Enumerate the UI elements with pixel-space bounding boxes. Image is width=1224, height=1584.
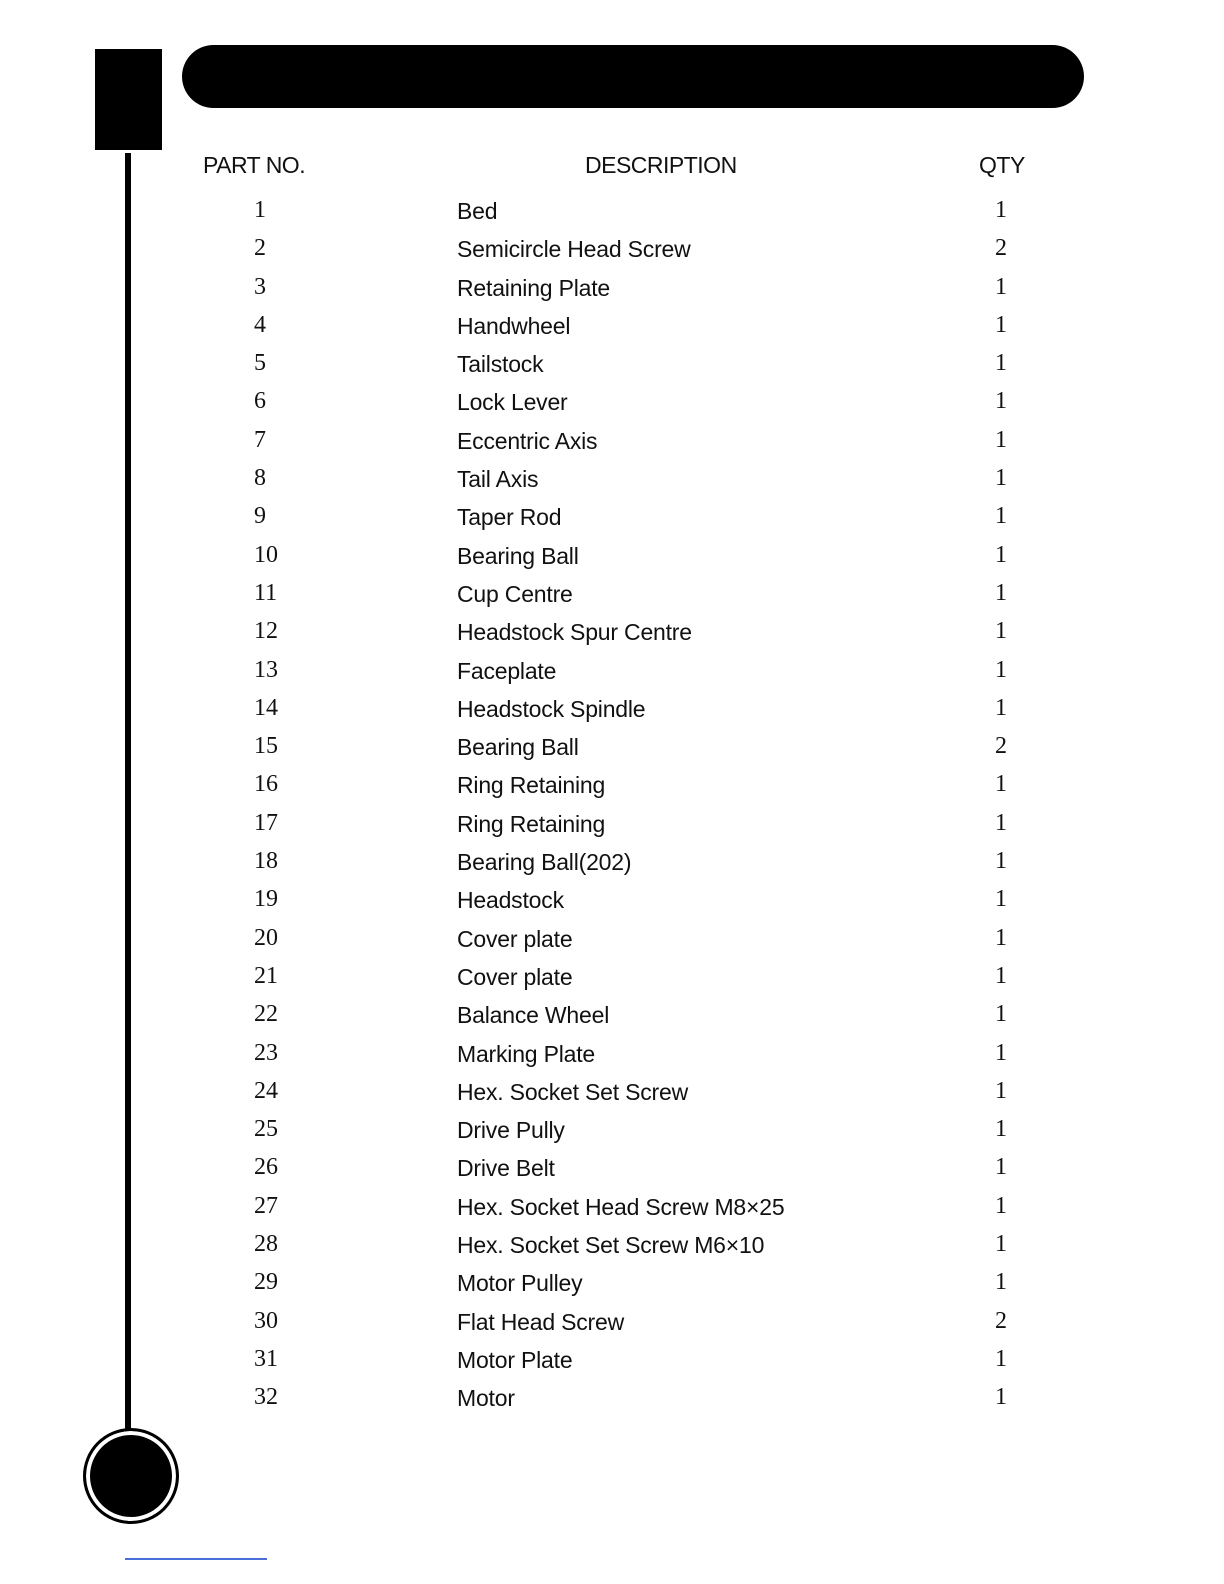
table-row bbox=[0, 193, 1224, 231]
table-row bbox=[0, 499, 1224, 537]
table-row bbox=[0, 576, 1224, 614]
part-number-cell: 29 bbox=[254, 1269, 278, 1296]
table-row bbox=[0, 1112, 1224, 1150]
description-cell: Bearing Ball bbox=[457, 542, 579, 569]
table-row bbox=[0, 270, 1224, 308]
table-row bbox=[0, 653, 1224, 691]
quantity-cell: 1 bbox=[995, 656, 1007, 683]
part-number-cell: 24 bbox=[254, 1077, 278, 1104]
table-row bbox=[0, 806, 1224, 844]
table-row bbox=[0, 921, 1224, 959]
table-row bbox=[0, 461, 1224, 499]
part-number-cell: 6 bbox=[254, 388, 266, 415]
table-row bbox=[0, 691, 1224, 729]
part-number-cell: 3 bbox=[254, 273, 266, 300]
quantity-cell: 1 bbox=[995, 1192, 1007, 1219]
description-cell: Retaining Plate bbox=[457, 274, 610, 301]
header-part-no: PART NO. bbox=[203, 152, 306, 178]
quantity-cell: 1 bbox=[995, 1154, 1007, 1181]
part-number-cell: 20 bbox=[254, 924, 278, 951]
quantity-cell: 1 bbox=[995, 503, 1007, 530]
table-row bbox=[0, 538, 1224, 576]
part-number-cell: 32 bbox=[254, 1384, 278, 1411]
part-number-cell: 21 bbox=[254, 962, 278, 989]
page-number-circle bbox=[83, 1428, 179, 1524]
description-cell: Cup Centre bbox=[457, 580, 573, 607]
description-cell: Tailstock bbox=[457, 351, 544, 378]
part-number-cell: 2 bbox=[254, 235, 266, 262]
description-cell: Handwheel bbox=[457, 312, 571, 339]
table-row bbox=[0, 1265, 1224, 1303]
quantity-cell: 1 bbox=[995, 350, 1007, 377]
description-cell: Tail Axis bbox=[457, 466, 539, 493]
table-row bbox=[0, 1074, 1224, 1112]
part-number-cell: 23 bbox=[254, 1039, 278, 1066]
footer-rule bbox=[125, 1558, 267, 1560]
description-cell: Ring Retaining bbox=[457, 810, 606, 837]
part-number-cell: 30 bbox=[254, 1307, 278, 1334]
description-cell: Cover plate bbox=[457, 925, 573, 952]
corner-tab-block bbox=[95, 49, 162, 150]
part-number-cell: 10 bbox=[254, 541, 278, 568]
table-row bbox=[0, 844, 1224, 882]
description-cell: Balance Wheel bbox=[457, 1002, 610, 1029]
quantity-cell: 1 bbox=[995, 273, 1007, 300]
table-row bbox=[0, 346, 1224, 384]
table-row bbox=[0, 767, 1224, 805]
description-cell: Drive Belt bbox=[457, 1155, 555, 1182]
part-number-cell: 7 bbox=[254, 426, 266, 453]
quantity-cell: 1 bbox=[995, 579, 1007, 606]
part-number-cell: 8 bbox=[254, 465, 266, 492]
part-number-cell: 15 bbox=[254, 733, 278, 760]
part-number-cell: 27 bbox=[254, 1192, 278, 1219]
quantity-cell: 1 bbox=[995, 541, 1007, 568]
part-number-cell: 4 bbox=[254, 311, 266, 338]
description-cell: Semicircle Head Screw bbox=[457, 236, 691, 263]
description-cell: Flat Head Screw bbox=[457, 1308, 625, 1335]
table-row bbox=[0, 384, 1224, 422]
title-bar bbox=[182, 45, 1084, 108]
table-row bbox=[0, 231, 1224, 269]
description-cell: Headstock bbox=[457, 887, 564, 914]
part-number-cell: 1 bbox=[254, 197, 266, 223]
description-cell: Bed bbox=[457, 198, 498, 224]
description-cell: Hex. Socket Head Screw M8×25 bbox=[457, 1193, 785, 1220]
quantity-cell: 1 bbox=[995, 1001, 1007, 1028]
description-cell: Taper Rod bbox=[457, 504, 562, 531]
header-qty: QTY bbox=[979, 152, 1025, 178]
description-cell: Ring Retaining bbox=[457, 772, 606, 799]
quantity-cell: 1 bbox=[995, 197, 1007, 223]
quantity-cell: 1 bbox=[995, 886, 1007, 913]
part-number-cell: 22 bbox=[254, 1001, 278, 1028]
description-cell: Lock Lever bbox=[457, 389, 568, 416]
quantity-cell: 1 bbox=[995, 771, 1007, 798]
description-cell: Drive Pully bbox=[457, 1117, 565, 1144]
description-cell: Hex. Socket Set Screw M6×10 bbox=[457, 1232, 765, 1259]
quantity-cell: 1 bbox=[995, 1269, 1007, 1296]
table-header bbox=[0, 152, 1224, 182]
quantity-cell: 2 bbox=[995, 1307, 1007, 1334]
quantity-cell: 1 bbox=[995, 465, 1007, 492]
description-cell: Headstock Spindle bbox=[457, 695, 646, 722]
quantity-cell: 1 bbox=[995, 1345, 1007, 1372]
quantity-cell: 1 bbox=[995, 924, 1007, 951]
header-description: DESCRIPTION bbox=[585, 152, 737, 178]
quantity-cell: 1 bbox=[995, 1231, 1007, 1258]
quantity-cell: 1 bbox=[995, 1077, 1007, 1104]
table-row bbox=[0, 1150, 1224, 1188]
description-cell: Bearing Ball(202) bbox=[457, 849, 632, 876]
description-cell: Faceplate bbox=[457, 657, 557, 684]
quantity-cell: 1 bbox=[995, 1116, 1007, 1143]
table-row bbox=[0, 729, 1224, 767]
part-number-cell: 31 bbox=[254, 1345, 278, 1372]
part-number-cell: 17 bbox=[254, 809, 278, 836]
part-number-cell: 12 bbox=[254, 618, 278, 645]
description-cell: Hex. Socket Set Screw bbox=[457, 1078, 688, 1105]
quantity-cell: 1 bbox=[995, 388, 1007, 415]
description-cell: Marking Plate bbox=[457, 1040, 596, 1067]
table-body bbox=[0, 193, 1224, 1419]
description-cell: Cover plate bbox=[457, 963, 573, 990]
quantity-cell: 1 bbox=[995, 311, 1007, 338]
table-row bbox=[0, 423, 1224, 461]
quantity-cell: 1 bbox=[995, 694, 1007, 721]
part-number-cell: 9 bbox=[254, 503, 266, 530]
part-number-cell: 25 bbox=[254, 1116, 278, 1143]
quantity-cell: 1 bbox=[995, 618, 1007, 645]
quantity-cell: 2 bbox=[995, 733, 1007, 760]
description-cell: Motor bbox=[457, 1385, 515, 1412]
part-number-cell: 19 bbox=[254, 886, 278, 913]
part-number-cell: 13 bbox=[254, 656, 278, 683]
quantity-cell: 1 bbox=[995, 426, 1007, 453]
description-cell: Eccentric Axis bbox=[457, 427, 598, 454]
part-number-cell: 28 bbox=[254, 1231, 278, 1258]
table-row bbox=[0, 997, 1224, 1035]
part-number-cell: 5 bbox=[254, 350, 266, 377]
part-number-cell: 14 bbox=[254, 694, 278, 721]
quantity-cell: 1 bbox=[995, 848, 1007, 875]
description-cell: Headstock Spur Centre bbox=[457, 619, 692, 646]
table-row bbox=[0, 308, 1224, 346]
part-number-cell: 11 bbox=[254, 579, 278, 606]
table-row bbox=[0, 1227, 1224, 1265]
part-number-cell: 16 bbox=[254, 771, 278, 798]
description-cell: Motor Plate bbox=[457, 1346, 573, 1373]
table-row bbox=[0, 1342, 1224, 1380]
quantity-cell: 1 bbox=[995, 1384, 1007, 1411]
table-row bbox=[0, 1380, 1224, 1418]
table-row bbox=[0, 1304, 1224, 1342]
table-row bbox=[0, 959, 1224, 997]
table-row bbox=[0, 1189, 1224, 1227]
table-row bbox=[0, 882, 1224, 920]
part-number-cell: 26 bbox=[254, 1154, 278, 1181]
quantity-cell: 2 bbox=[995, 235, 1007, 262]
part-number-cell: 18 bbox=[254, 848, 278, 875]
table-row bbox=[0, 1036, 1224, 1074]
description-cell: Bearing Ball bbox=[457, 734, 579, 761]
quantity-cell: 1 bbox=[995, 809, 1007, 836]
quantity-cell: 1 bbox=[995, 1039, 1007, 1066]
table-row bbox=[0, 614, 1224, 652]
quantity-cell: 1 bbox=[995, 962, 1007, 989]
description-cell: Motor Pulley bbox=[457, 1270, 583, 1297]
